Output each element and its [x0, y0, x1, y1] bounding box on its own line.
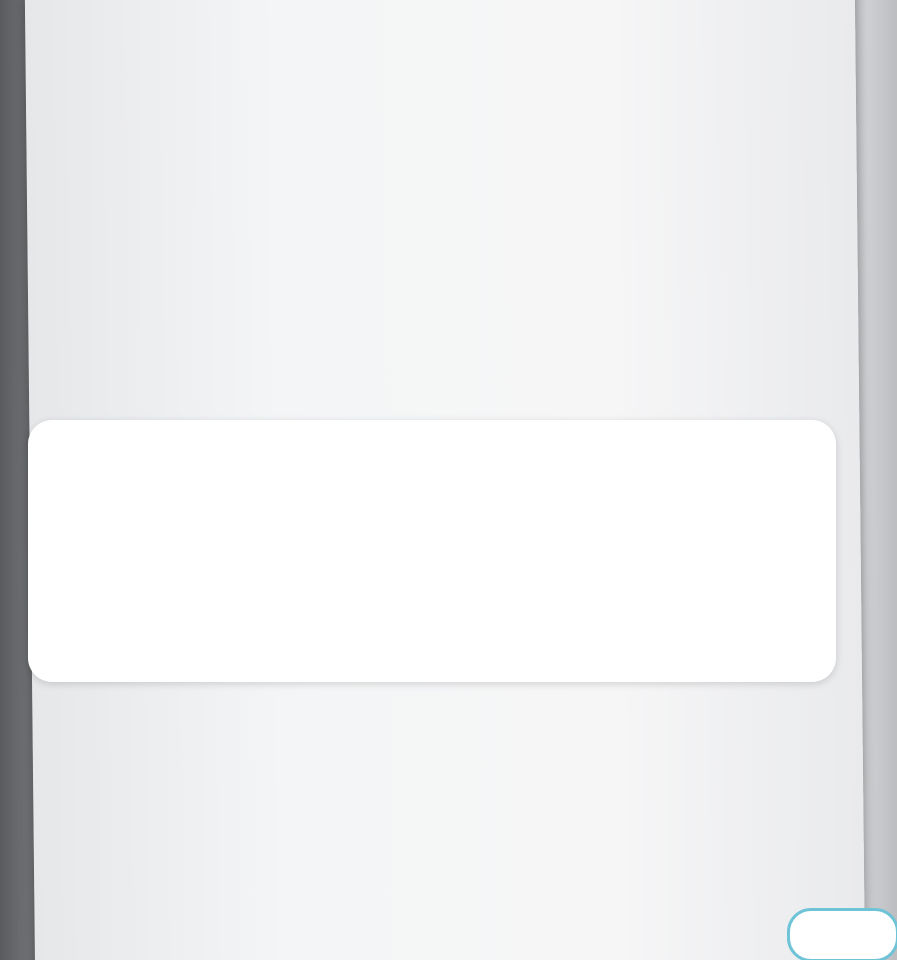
watermark-badge: [787, 908, 897, 960]
title-banner: [28, 420, 836, 682]
